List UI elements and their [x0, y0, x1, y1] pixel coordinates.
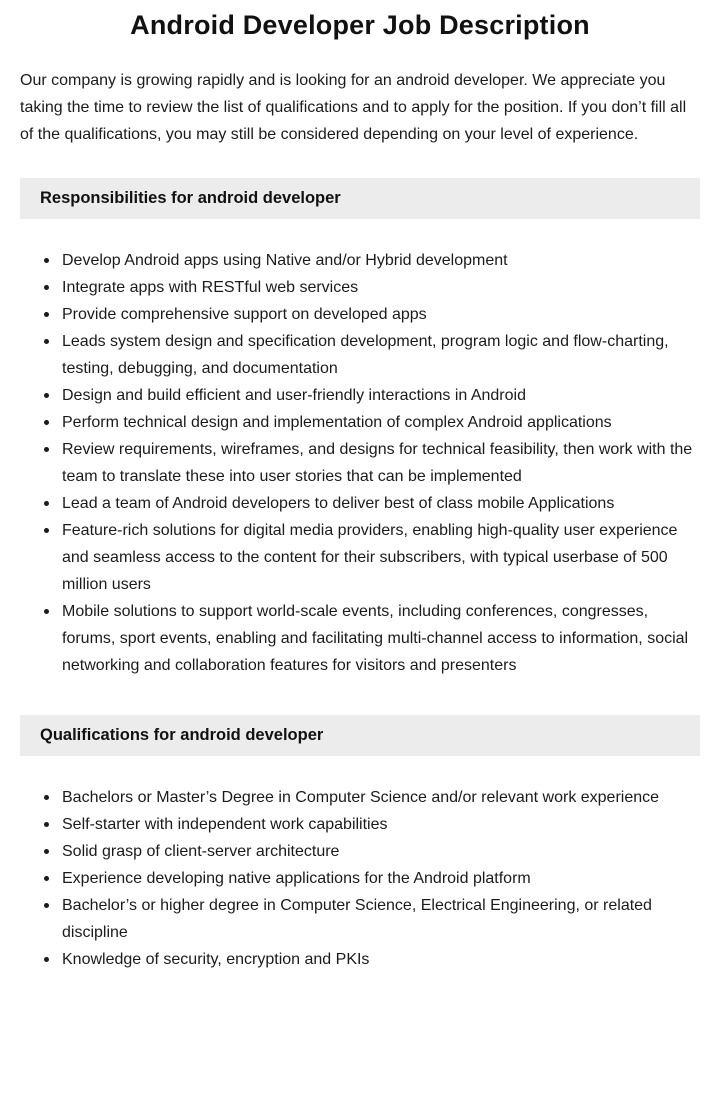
- list-item: Lead a team of Android developers to deliver best of class mobile Applications: [62, 490, 700, 517]
- list-item: Perform technical design and implementation of complex Android applications: [62, 409, 700, 436]
- list-item: Experience developing native applications for the Android platform: [62, 865, 700, 892]
- responsibilities-list: [20, 247, 700, 679]
- list-item: Bachelors or Master’s Degree in Computer Science and/or relevant work experience: [62, 784, 700, 811]
- qualifications-list: [20, 784, 700, 973]
- list-item: Self-starter with independent work capabilities: [62, 811, 700, 838]
- list-item: Design and build efficient and user-friendly interactions in Android: [62, 382, 700, 409]
- responsibilities-heading: Responsibilities for android developer: [40, 189, 341, 207]
- list-item: Leads system design and specification development, program logic and flow-charting, testing, debugging, and documentation: [62, 328, 700, 382]
- qualifications-section-header: [20, 715, 700, 756]
- responsibilities-section-header: [20, 178, 700, 219]
- list-item: Feature-rich solutions for digital media providers, enabling high-quality user experience and seamless access to the content for their subscribers, with typical userbase of 500 million users: [62, 517, 700, 598]
- list-item: Provide comprehensive support on developed apps: [62, 301, 700, 328]
- list-item: Develop Android apps using Native and/or Hybrid development: [62, 247, 700, 274]
- list-item: Mobile solutions to support world-scale events, including conferences, congresses, forums, sport events, enabling and facilitating multi-channel access to information, social networking and collaboration features for visitors and presenters: [62, 598, 700, 679]
- list-item: Review requirements, wireframes, and designs for technical feasibility, then work with the team to translate these into user stories that can be implemented: [62, 436, 700, 490]
- page-title: Android Developer Job Description: [130, 10, 590, 40]
- list-item: Integrate apps with RESTful web services: [62, 274, 700, 301]
- list-item: Solid grasp of client-server architecture: [62, 838, 700, 865]
- list-item: Knowledge of security, encryption and PKIs: [62, 946, 700, 973]
- qualifications-heading: Qualifications for android developer: [40, 726, 324, 744]
- intro-paragraph: Our company is growing rapidly and is looking for an android developer. We appreciate you taking the time to review the list of qualifications and to apply for the position. If you don’t fill all of the qualifications, you may still be considered depending on your level of experience.: [20, 72, 687, 143]
- list-item: Bachelor’s or higher degree in Computer Science, Electrical Engineering, or related discipline: [62, 892, 700, 946]
